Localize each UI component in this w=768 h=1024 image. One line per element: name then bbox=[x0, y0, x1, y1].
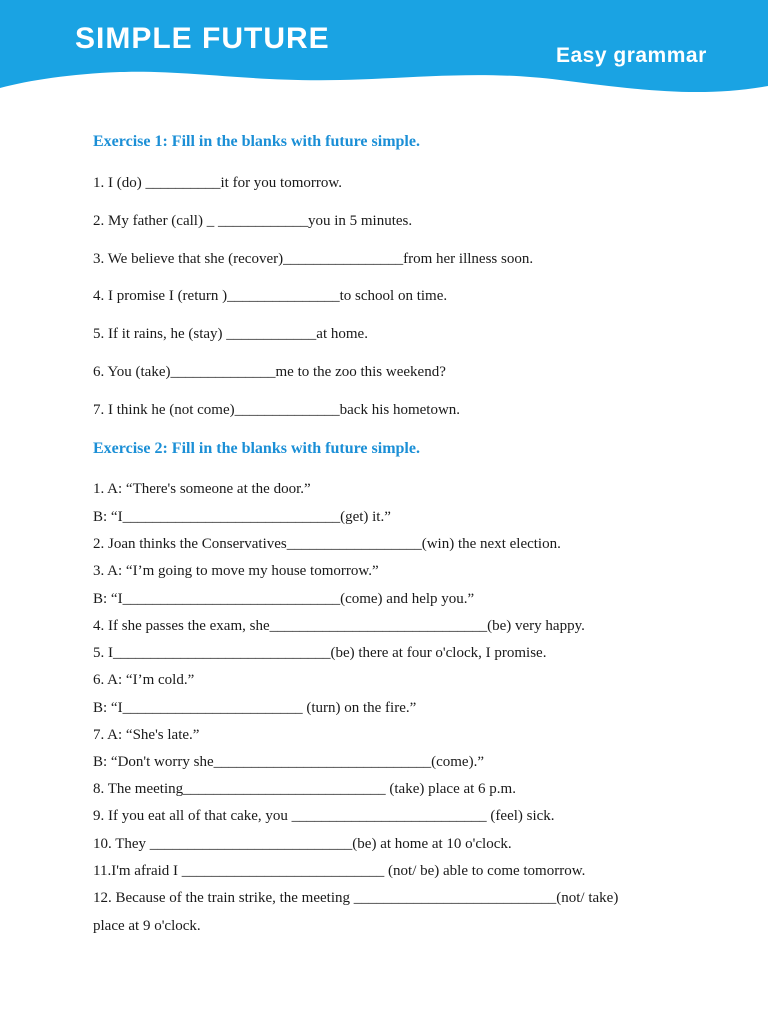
exercise-1-item: 6. You (take)______________me to the zoo this weekend? bbox=[93, 364, 446, 380]
exercise-2-item: 7. A: “She's late.” bbox=[93, 727, 200, 743]
exercise-2-item: 12. Because of the train strike, the meeting ___________________________(not/ take) bbox=[93, 890, 619, 906]
exercise-2-item: 11.I'm afraid I ___________________________ (not/ be) able to come tomorrow. bbox=[93, 863, 586, 879]
exercise-2-item: 4. If she passes the exam, she_____________________________(be) very happy. bbox=[93, 618, 585, 634]
exercise-2-item: B: “I_____________________________(get) it.” bbox=[93, 509, 391, 525]
exercise-1-item: 4. I promise I (return )_______________to school on time. bbox=[93, 288, 448, 304]
exercise-2-item: 8. The meeting___________________________ (take) place at 6 p.m. bbox=[93, 781, 516, 797]
exercise-2-item: 2. Joan thinks the Conservatives__________________(win) the next election. bbox=[93, 536, 561, 552]
exercise-1-item: 3. We believe that she (recover)________________from her illness soon. bbox=[93, 251, 534, 267]
exercise-2-heading: Exercise 2: Fill in the blanks with future simple. bbox=[93, 440, 420, 457]
exercise-2-item: 3. A: “I’m going to move my house tomorrow.” bbox=[93, 563, 379, 579]
brand-subtitle: Easy grammar bbox=[556, 44, 707, 67]
exercise-1-heading: Exercise 1: Fill in the blanks with future simple. bbox=[93, 133, 420, 150]
exercise-2-item: 1. A: “There's someone at the door.” bbox=[93, 481, 311, 497]
exercise-2-item: place at 9 o'clock. bbox=[93, 918, 201, 934]
exercise-2-item: 5. I_____________________________(be) there at four o'clock, I promise. bbox=[93, 645, 547, 661]
exercise-2-item: 6. A: “I’m cold.” bbox=[93, 672, 195, 688]
exercise-2-item: 9. If you eat all of that cake, you __________________________ (feel) sick. bbox=[93, 808, 555, 824]
worksheet-title: SIMPLE FUTURE bbox=[75, 22, 330, 55]
exercise-2-item: B: “Don't worry she_____________________________(come).” bbox=[93, 754, 484, 770]
exercise-1-item: 7. I think he (not come)______________back his hometown. bbox=[93, 402, 461, 418]
exercise-2-item: B: “I________________________ (turn) on the fire.” bbox=[93, 700, 417, 716]
exercise-2-item: 10. They ___________________________(be) at home at 10 o'clock. bbox=[93, 836, 512, 852]
header-banner bbox=[0, 0, 768, 100]
exercise-1-item: 2. My father (call) _ ____________you in 5 minutes. bbox=[93, 213, 413, 229]
exercise-1-item: 1. I (do) __________it for you tomorrow. bbox=[93, 175, 342, 191]
exercise-1-item: 5. If it rains, he (stay) ____________at home. bbox=[93, 326, 368, 342]
exercise-2-item: B: “I_____________________________(come) and help you.” bbox=[93, 591, 475, 607]
